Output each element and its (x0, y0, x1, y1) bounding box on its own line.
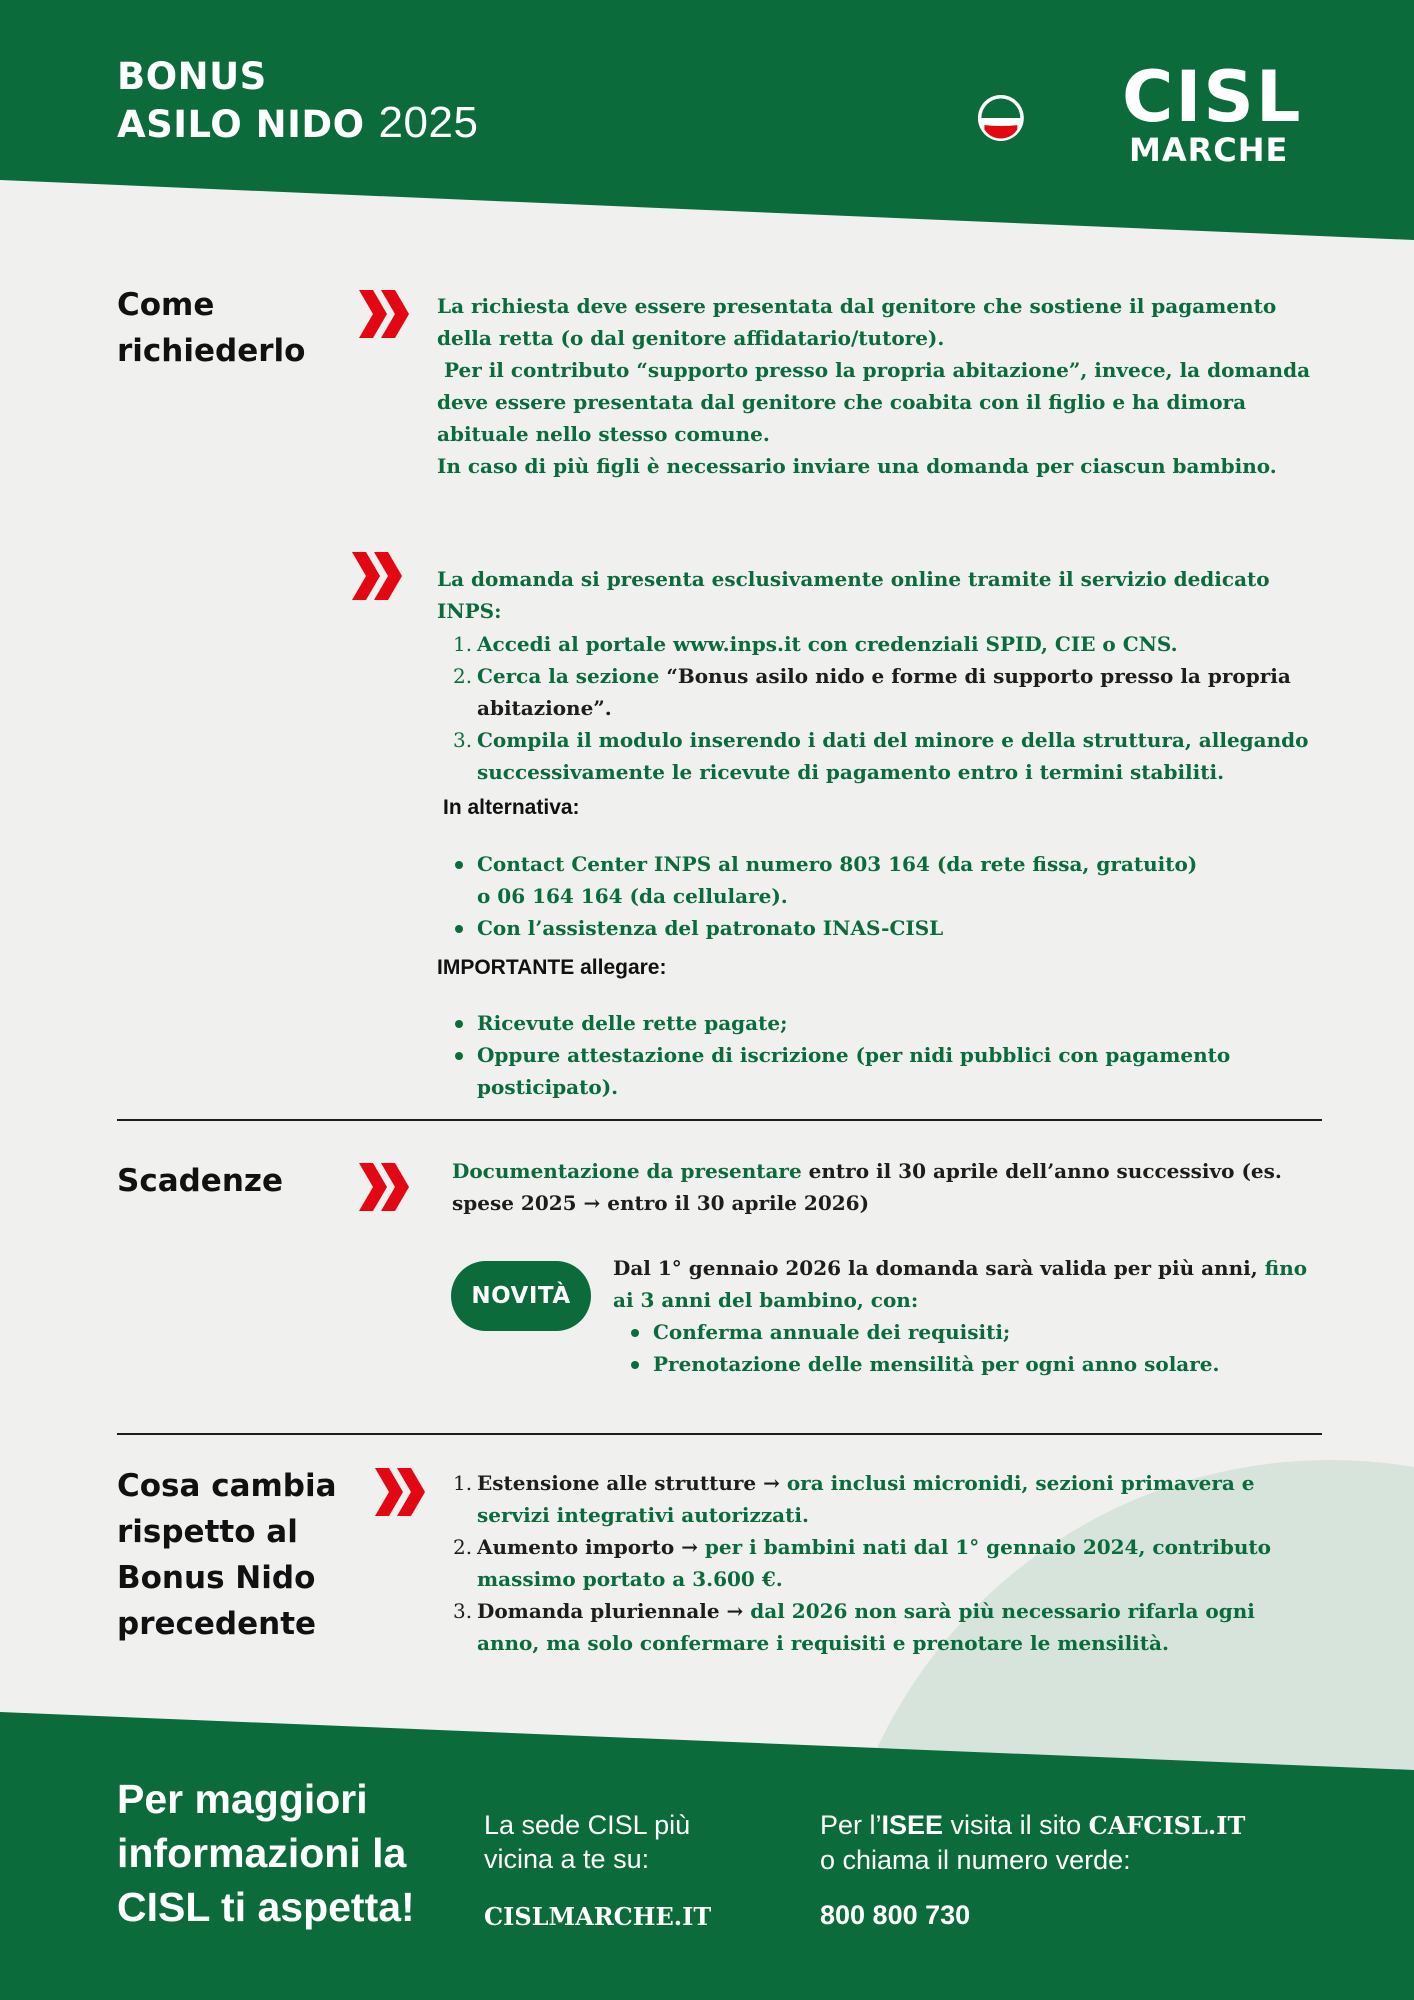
footer-isee (820, 1808, 1245, 1877)
logo-cisl: CISL (1122, 56, 1303, 138)
list-number: 3. (453, 728, 473, 752)
double-chevron-icon (352, 552, 404, 600)
isee-bold: ISEE (881, 1810, 944, 1840)
alt-list (437, 848, 1217, 944)
step-text: Accedi al portale www.inps.it con credenziali SPID, CIE o CNS. (477, 632, 1178, 656)
footer-headline-line: CISL ti aspetta! (117, 1884, 415, 1930)
title-line1: BONUS (117, 55, 267, 98)
list-item (613, 1348, 1333, 1380)
cambia-green: per i bambini nati dal 1° gennaio 2024, contributo massimo portato a 3.600 €. (477, 1535, 1271, 1591)
page-title (117, 54, 478, 148)
step-text: Compila il modulo inserendo i dati del minore e della struttura, allegando successivamente le ricevute di pagamento entro i termini stabiliti. (477, 728, 1309, 784)
list-item (437, 628, 1317, 660)
important-item-text: Oppure attestazione di iscrizione (per nidi pubblici con pagamento posticipato). (477, 1043, 1231, 1099)
alt-label: In alternativa: (443, 796, 580, 819)
heading-line: richiederlo (117, 333, 306, 369)
double-chevron-icon (359, 1163, 411, 1211)
intro-paragraph: La richiesta deve essere presentata dal genitore che sostiene il pagamento della retta (o dal genitore affidatario/tutore). (437, 294, 1277, 350)
list-number: 1. (453, 1471, 473, 1495)
list-number: 2. (453, 664, 473, 688)
scadenze-green: Documentazione da presentare (452, 1159, 802, 1183)
list-item (437, 1531, 1317, 1595)
footer-headline (117, 1772, 415, 1934)
heading-line: Bonus Nido (117, 1560, 316, 1596)
cambia-dark: Domanda pluriennale → (477, 1599, 751, 1623)
cambia-dark: Estensione alle strutture → (477, 1471, 787, 1495)
important-list (437, 1007, 1257, 1103)
list-item (437, 1595, 1317, 1659)
logo-marche: MARCHE (1129, 131, 1289, 169)
footer-headline-line: Per maggiori (117, 1776, 368, 1822)
novita-badge: NOVITÀ (451, 1261, 591, 1331)
list-item (437, 1039, 1257, 1103)
list-item (613, 1316, 1333, 1348)
novita-dark: Dal 1° gennaio 2026 la domanda sarà valida per più anni, (613, 1256, 1265, 1280)
list-item (437, 912, 1217, 944)
heading-line: precedente (117, 1606, 317, 1642)
cambia-dark: Aumento importo → (477, 1535, 705, 1559)
isee-post: visita il sito (943, 1810, 1089, 1840)
double-chevron-icon (375, 1468, 427, 1516)
online-intro: La domanda si presenta esclusivamente online tramite il servizio dedicato INPS: (437, 567, 1270, 623)
list-item (437, 1007, 1257, 1039)
isee-pre: Per l’ (820, 1810, 882, 1840)
novita-text (613, 1252, 1333, 1380)
novita-item-text: Conferma annuale dei requisiti; (653, 1320, 1011, 1344)
step-text-dark: “Bonus asilo nido e forme di supporto presso la propria abitazione”. (477, 664, 1291, 720)
heading-line: Cosa cambia (117, 1468, 337, 1504)
title-line2: ASILO NIDO (117, 103, 365, 146)
list-item (437, 1467, 1317, 1531)
important-item-text: Ricevute delle rette pagate; (477, 1011, 788, 1035)
intro-paragraph: Per il contributo “supporto presso la propria abitazione”, invece, la domanda deve essere presentata dal genitore che coabita con il figlio e ha dimora abituale nello stesso comune. (437, 358, 1317, 446)
novita-item-text: Prenotazione delle mensilità per ogni anno solare. (653, 1352, 1220, 1376)
isee-line2: o chiama il numero verde: (820, 1845, 1131, 1875)
list-number: 1. (453, 632, 473, 656)
cisl-logo-icon (976, 52, 1106, 184)
alt-item-text: Contact Center INPS al numero 803 164 (da rete fissa, gratuito) o 06 164 164 (da cellulare). (477, 852, 1198, 908)
footer-sede-line: vicina a te su: (484, 1844, 650, 1874)
footer-headline-line: informazioni la (117, 1830, 407, 1876)
heading-come-richiederlo (117, 282, 305, 374)
footer-sede-line: La sede CISL più (484, 1810, 691, 1840)
cambia-green: ora inclusi micronidi, sezioni primavera e servizi integrativi autorizzati. (477, 1471, 1255, 1527)
list-item (437, 848, 1217, 912)
heading-scadenze: Scadenze (117, 1163, 283, 1199)
steps-list (437, 628, 1317, 788)
cambia-list (437, 1467, 1317, 1659)
list-item (437, 660, 1317, 724)
divider (117, 1433, 1322, 1435)
heading-cosa-cambia (117, 1463, 337, 1647)
phone-number[interactable]: 800 800 730 (820, 1900, 971, 1930)
list-number: 2. (453, 1535, 473, 1559)
heading-line: Come (117, 287, 215, 323)
footer-sede (484, 1808, 690, 1876)
title-year: 2025 (378, 98, 479, 147)
cislmarche-link[interactable]: CISLMARCHE.IT (484, 1902, 712, 1931)
alt-item-text: Con l’assistenza del patronato INAS-CISL (477, 916, 944, 940)
double-chevron-icon (359, 290, 411, 338)
intro-paragraph: In caso di più figli è necessario inviare una domanda per ciascun bambino. (437, 454, 1277, 478)
list-item (437, 724, 1317, 788)
divider (117, 1119, 1322, 1121)
scadenze-dark: entro il 30 aprile dell’anno successivo (es. spese 2025 → entro il 30 aprile 2026) (452, 1159, 1282, 1215)
novita-green: fino ai 3 anni del bambino, con: (613, 1256, 1308, 1312)
heading-line: rispetto al (117, 1514, 298, 1550)
cafcisl-link[interactable]: CAFCISL.IT (1088, 1811, 1246, 1840)
important-label: IMPORTANTE allegare: (437, 956, 667, 979)
novita-list (613, 1316, 1333, 1380)
list-number: 3. (453, 1599, 473, 1623)
scadenze-text (452, 1155, 1332, 1219)
step-text: Cerca la sezione (477, 664, 667, 688)
come-intro (437, 290, 1317, 482)
cambia-green: dal 2026 non sarà più necessario rifarla ogni anno, ma solo confermare i requisiti e prenotare le mensilità. (477, 1599, 1255, 1655)
